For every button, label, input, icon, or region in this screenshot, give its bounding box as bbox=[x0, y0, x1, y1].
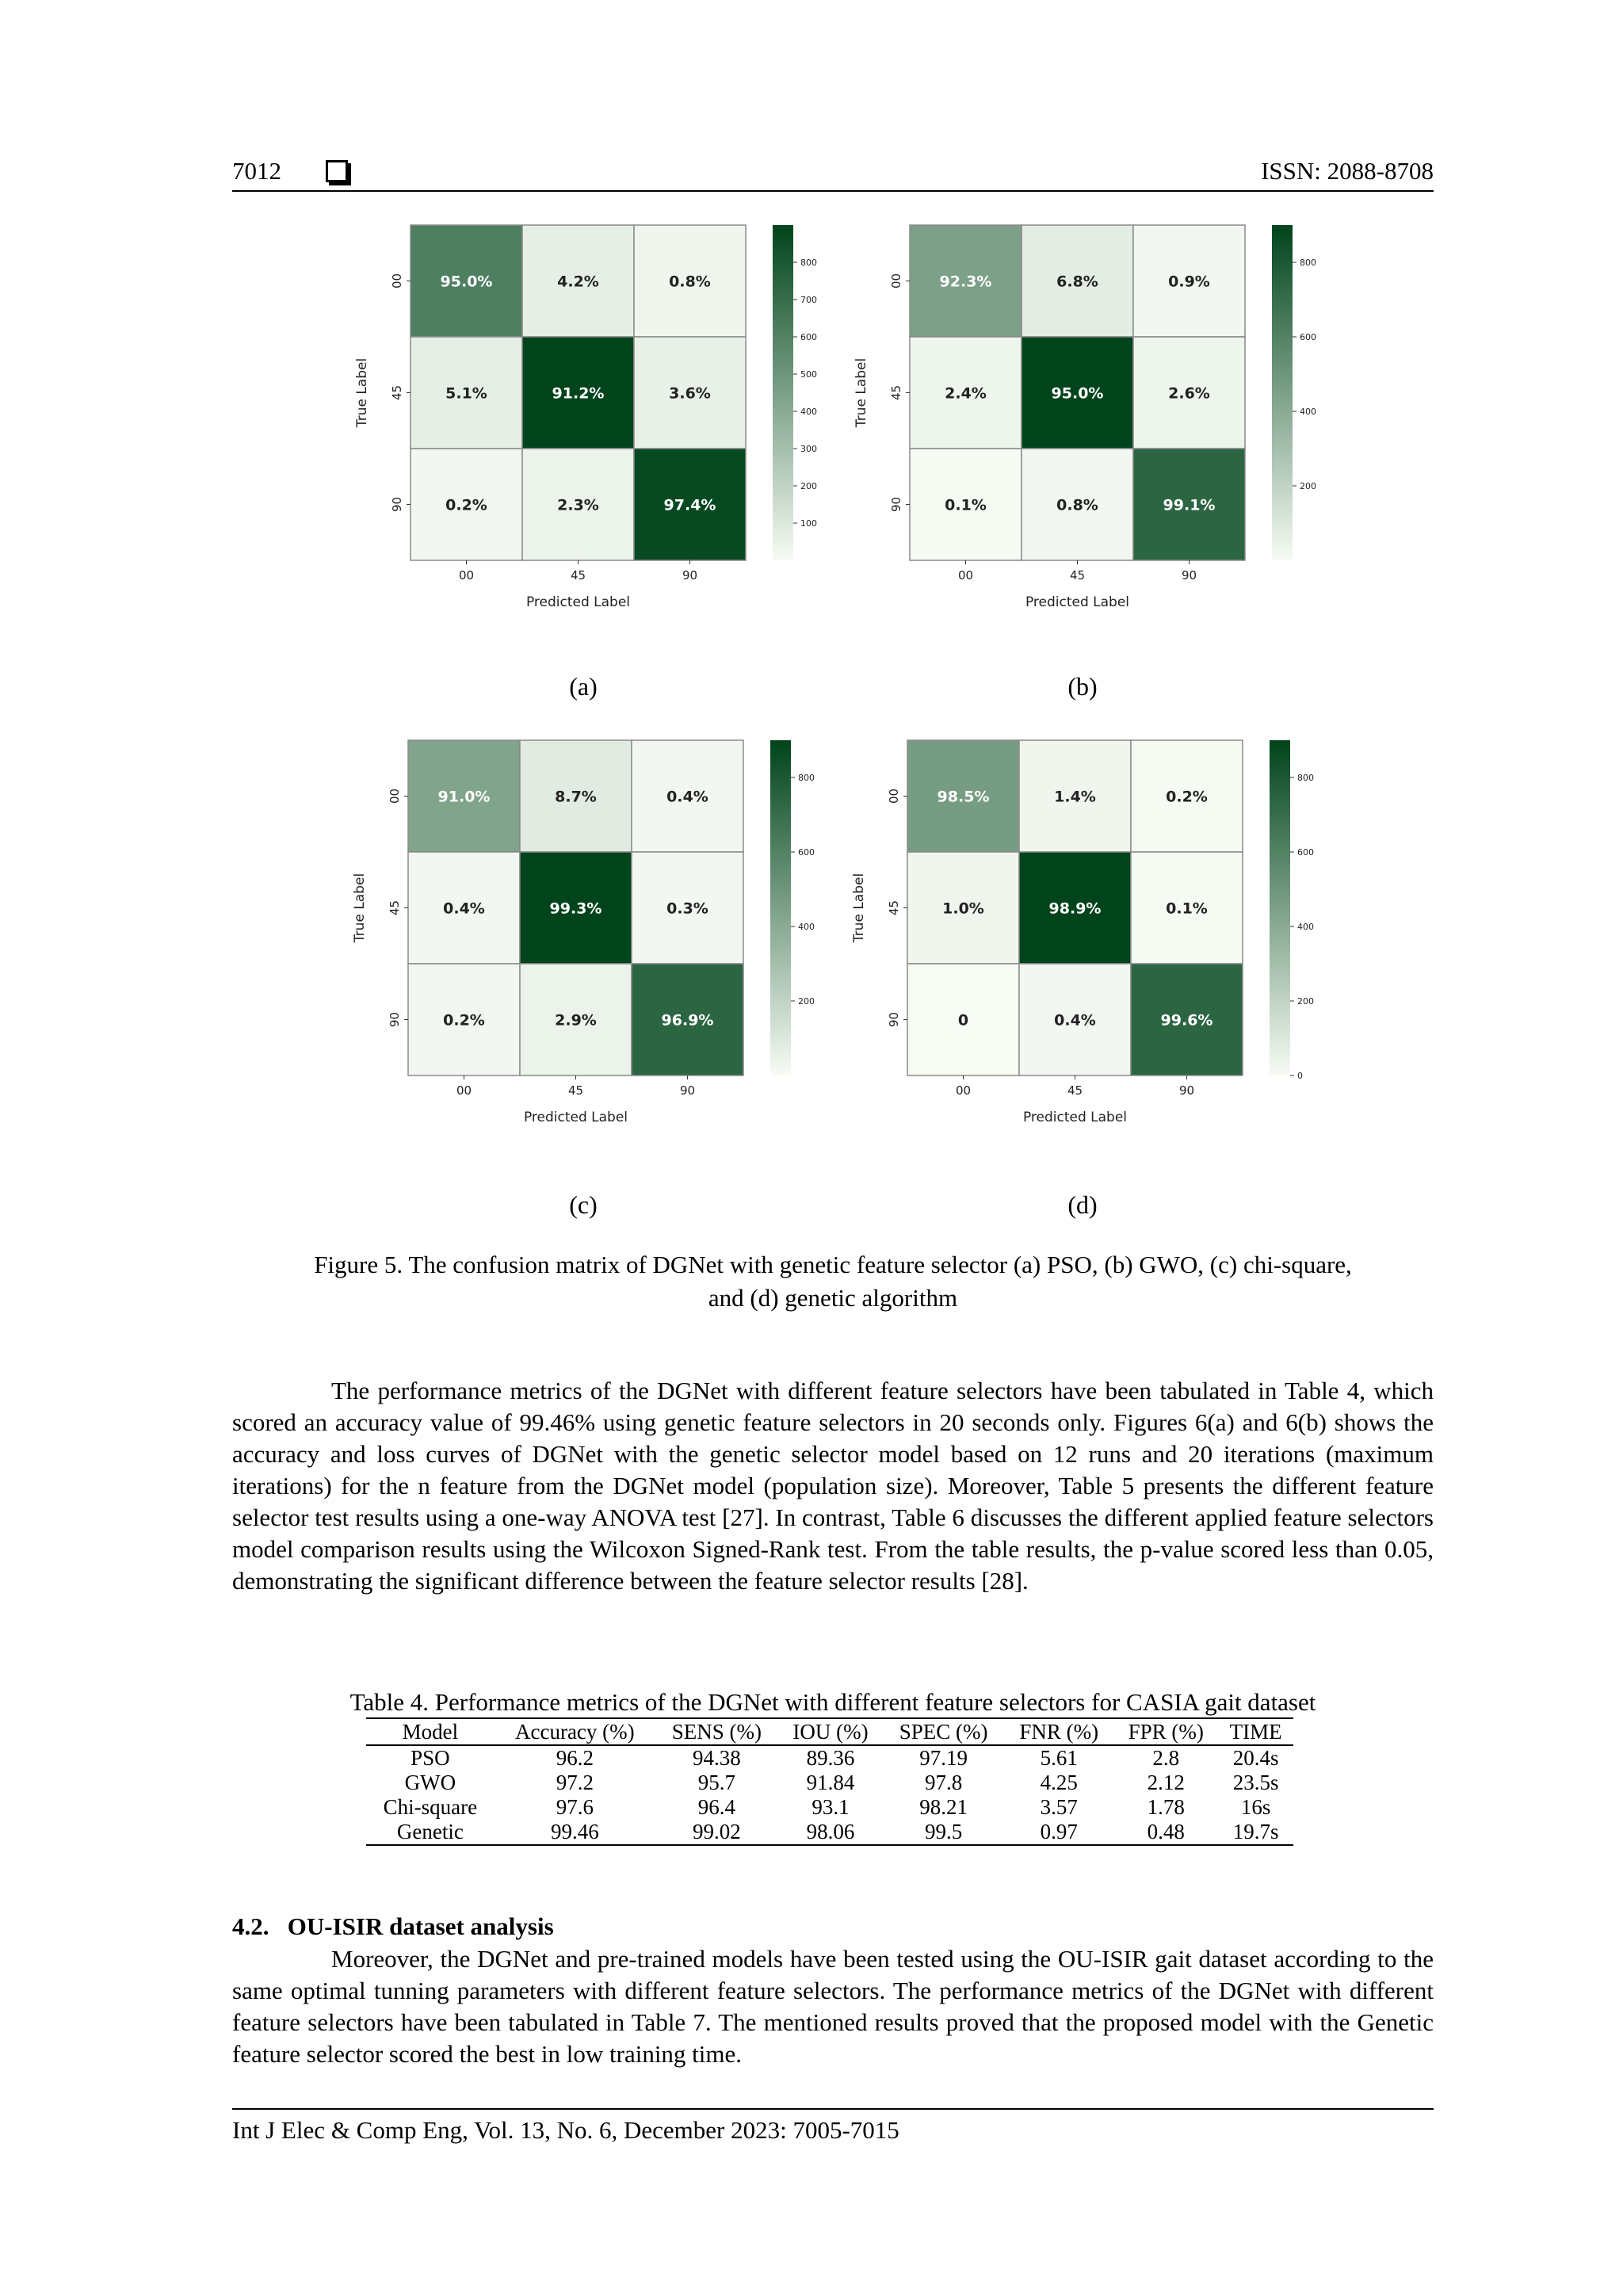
x-tick-label: 00 bbox=[957, 568, 974, 583]
footer-citation: Int J Elec & Comp Eng, Vol. 13, No. 6, December 2023: 7005-7015 bbox=[232, 2116, 899, 2144]
colorbar-tick-label: 800 bbox=[1300, 258, 1316, 268]
table-cell: PSO bbox=[411, 1746, 450, 1770]
x-tick-label: 00 bbox=[458, 568, 475, 583]
table-cell: 97.2 bbox=[556, 1771, 594, 1794]
table-header-cell: IOU (%) bbox=[778, 1718, 883, 1745]
x-tick-label: 90 bbox=[1178, 1083, 1195, 1098]
table-header-cell: Accuracy (%) bbox=[495, 1718, 655, 1745]
table-cell: 0.97 bbox=[1040, 1820, 1078, 1843]
subfigure-label-c: (c) bbox=[569, 1190, 598, 1219]
x-tick-label: 00 bbox=[456, 1083, 472, 1098]
cell-value-label: 2.9% bbox=[555, 1011, 597, 1030]
issn: ISSN: 2088-8708 bbox=[1261, 157, 1434, 185]
x-axis-label: Predicted Label bbox=[1022, 1110, 1128, 1125]
cell-value-label: 2.6% bbox=[1168, 384, 1210, 403]
cell-value-label: 98.5% bbox=[937, 788, 990, 806]
colorbar-tick-label: 500 bbox=[800, 369, 817, 380]
y-tick-label: 00 bbox=[390, 273, 404, 289]
colorbar-tick-label: 600 bbox=[798, 847, 815, 858]
table-caption: Table 4. Performance metrics of the DGNet with different feature selectors for CASIA gait dataset bbox=[349, 1688, 1316, 1716]
table-cell: Genetic bbox=[396, 1820, 464, 1843]
cell-value-label: 2.3% bbox=[557, 496, 599, 514]
x-tick-label: 45 bbox=[1069, 568, 1086, 583]
table-cell: 97.19 bbox=[919, 1746, 968, 1770]
table-cell: 4.25 bbox=[1040, 1771, 1078, 1794]
table-row bbox=[366, 1771, 1293, 1795]
y-axis-label: True Label bbox=[352, 873, 368, 943]
cell-value-label: 5.1% bbox=[445, 384, 487, 403]
heatmap-svg bbox=[346, 737, 838, 1189]
table-cell: GWO bbox=[404, 1771, 456, 1794]
y-tick-label: 45 bbox=[889, 384, 903, 401]
cell-value-label: 0.2% bbox=[443, 1011, 485, 1030]
page-header bbox=[232, 155, 1434, 192]
table-cell: 2.8 bbox=[1152, 1746, 1180, 1770]
cell-value-label: 1.4% bbox=[1054, 788, 1096, 806]
cell-value-label: 6.8% bbox=[1056, 273, 1098, 291]
cell-value-label: 0.2% bbox=[1166, 788, 1208, 806]
x-tick-label: 90 bbox=[679, 1083, 696, 1098]
subfigure-label-a: (a) bbox=[569, 672, 598, 701]
table-cell: 19.7s bbox=[1232, 1820, 1279, 1843]
section-paragraph: Moreover, the DGNet and pre-trained models have been tested using the OU-ISIR gait dataset according to the same optimal tunning parameters with different feature selectors. The performance metrics of the DGNet with different feature selectors have been tabulated in Table 7. The mentioned results proved that the proposed model with the Genetic feature selector scored the best in low training time. bbox=[232, 1945, 1434, 2068]
table-header-cell: Model bbox=[366, 1718, 495, 1745]
y-axis-label: True Label bbox=[854, 357, 869, 428]
colorbar-tick-label: 400 bbox=[798, 922, 815, 932]
table-header-cell: TIME bbox=[1218, 1718, 1293, 1745]
page-number: 7012 bbox=[232, 157, 281, 185]
confusion-matrix-d bbox=[846, 737, 1337, 1189]
x-axis-label: Predicted Label bbox=[1025, 594, 1130, 610]
table-cell: 23.5s bbox=[1232, 1771, 1279, 1794]
table-header-cell: SPEC (%) bbox=[883, 1718, 1004, 1745]
table-cell: 99.46 bbox=[550, 1820, 599, 1843]
colorbar bbox=[1272, 225, 1293, 560]
colorbar-tick-label: 600 bbox=[800, 332, 817, 342]
table-cell: 20.4s bbox=[1232, 1746, 1279, 1770]
figure-caption-line-2: and (d) genetic algorithm bbox=[708, 1284, 958, 1312]
cell-value-label: 0.8% bbox=[1056, 496, 1098, 514]
table-cell: 99.02 bbox=[693, 1820, 741, 1843]
cell-value-label: 0.4% bbox=[443, 900, 485, 918]
cell-value-label: 0 bbox=[957, 1011, 969, 1030]
y-tick-label: 45 bbox=[887, 900, 901, 916]
cell-value-label: 99.3% bbox=[549, 900, 602, 918]
table-cell: 2.12 bbox=[1147, 1771, 1185, 1794]
table-row bbox=[366, 1820, 1293, 1845]
y-tick-label: 00 bbox=[388, 788, 402, 804]
table-cell: 98.21 bbox=[919, 1795, 968, 1819]
x-tick-label: 00 bbox=[955, 1083, 972, 1098]
cell-value-label: 96.9% bbox=[661, 1011, 714, 1030]
table-row bbox=[366, 1795, 1293, 1820]
y-tick-label: 90 bbox=[887, 1011, 901, 1028]
x-tick-label: 45 bbox=[570, 568, 586, 583]
x-axis-label: Predicted Label bbox=[523, 1110, 628, 1125]
table-header-cell: SENS (%) bbox=[655, 1718, 778, 1745]
y-tick-label: 90 bbox=[889, 496, 903, 513]
table-cell: 96.2 bbox=[556, 1746, 594, 1770]
heatmap-svg bbox=[848, 222, 1339, 674]
cell-value-label: 91.0% bbox=[437, 788, 491, 806]
x-tick-label: 45 bbox=[567, 1083, 584, 1098]
y-tick-label: 90 bbox=[390, 496, 404, 513]
cell-value-label: 0.9% bbox=[1168, 273, 1210, 291]
cell-value-label: 0.1% bbox=[1166, 900, 1208, 918]
subfigure-label-d: (d) bbox=[1067, 1190, 1098, 1219]
colorbar-tick-label: 800 bbox=[1297, 773, 1314, 783]
colorbar-tick-label: 200 bbox=[800, 481, 817, 491]
cell-value-label: 4.2% bbox=[557, 273, 599, 291]
cell-value-label: 95.0% bbox=[440, 273, 493, 291]
cell-value-label: 92.3% bbox=[939, 273, 992, 291]
table-cell: 0.48 bbox=[1147, 1820, 1185, 1843]
colorbar-tick-label: 800 bbox=[800, 258, 817, 268]
x-tick-label: 90 bbox=[682, 568, 698, 583]
table-cell: 97.8 bbox=[925, 1771, 963, 1794]
cell-value-label: 95.0% bbox=[1051, 384, 1104, 403]
table-cell: 91.84 bbox=[806, 1771, 855, 1794]
cell-value-label: 0.3% bbox=[666, 900, 708, 918]
cell-value-label: 0.8% bbox=[669, 273, 711, 291]
y-tick-label: 45 bbox=[390, 384, 404, 401]
cell-value-label: 91.2% bbox=[552, 384, 605, 403]
colorbar bbox=[773, 225, 793, 560]
table-header-cell: FPR (%) bbox=[1113, 1718, 1218, 1745]
cell-value-label: 98.9% bbox=[1048, 900, 1102, 918]
x-tick-label: 45 bbox=[1067, 1083, 1083, 1098]
y-tick-label: 00 bbox=[887, 788, 901, 804]
y-tick-label: 45 bbox=[388, 900, 402, 916]
table-cell: Chi-square bbox=[383, 1795, 478, 1819]
results-table bbox=[366, 1717, 1293, 1846]
colorbar bbox=[1270, 740, 1290, 1075]
table-cell: 5.61 bbox=[1040, 1746, 1078, 1770]
colorbar-tick-label: 400 bbox=[800, 407, 817, 417]
x-tick-label: 90 bbox=[1181, 568, 1197, 583]
table-cell: 3.57 bbox=[1040, 1795, 1078, 1819]
x-axis-label: Predicted Label bbox=[525, 594, 631, 610]
confusion-matrix-a bbox=[349, 222, 840, 674]
cell-value-label: 1.0% bbox=[942, 900, 984, 918]
square-bullet-icon bbox=[326, 160, 348, 182]
colorbar-tick-label: 200 bbox=[1297, 996, 1314, 1007]
cell-value-label: 3.6% bbox=[669, 384, 711, 403]
cell-value-label: 0.4% bbox=[1054, 1011, 1096, 1030]
colorbar-tick-label: 100 bbox=[800, 518, 817, 529]
heatmap-svg bbox=[349, 222, 840, 674]
heatmap-svg bbox=[846, 737, 1337, 1189]
colorbar-tick-label: 300 bbox=[800, 444, 817, 454]
cell-value-label: 0.1% bbox=[945, 496, 987, 514]
table-header-row bbox=[366, 1718, 1293, 1745]
table-cell: 96.4 bbox=[697, 1795, 735, 1819]
y-axis-label: True Label bbox=[354, 357, 370, 428]
colorbar-tick-label: 200 bbox=[1300, 481, 1316, 491]
table-cell: 16s bbox=[1240, 1795, 1271, 1819]
table-cell: 94.38 bbox=[693, 1746, 741, 1770]
cell-value-label: 8.7% bbox=[555, 788, 597, 806]
y-axis-label: True Label bbox=[851, 873, 867, 943]
colorbar-tick-label: 200 bbox=[798, 996, 815, 1007]
page-footer bbox=[232, 2108, 1434, 2145]
table-cell: 89.36 bbox=[806, 1746, 855, 1770]
figure-caption-line-1: Figure 5. The confusion matrix of DGNet with genetic feature selector (a) PSO, (b) GWO, (c) chi-square, bbox=[314, 1251, 1352, 1278]
body-paragraph: The performance metrics of the DGNet with different feature selectors have been tabulated in Table 4, which scored an accuracy value of 99.46% using genetic feature selectors in 20 seconds only. Figures 6(a) and 6(b) shows the accuracy and loss curves of DGNet with the genetic selector model based on 12 runs and 20 iterations (maximum iterations) for the n feature from the DGNet model (population size). Moreover, Table 5 presents the different feature selector test results using a one-way ANOVA test [27]. In contrast, Table 6 discusses the different applied feature selectors model comparison results using the Wilcoxon Signed-Rank test. From the table results, the p-value scored less than 0.05, demonstrating the significant difference between the feature selector results [28]. bbox=[232, 1377, 1434, 1595]
y-tick-label: 90 bbox=[388, 1011, 402, 1028]
table-header-cell: FNR (%) bbox=[1004, 1718, 1113, 1745]
confusion-matrix-c bbox=[346, 737, 838, 1189]
cell-value-label: 99.1% bbox=[1163, 496, 1216, 514]
y-tick-label: 00 bbox=[889, 273, 903, 289]
colorbar-tick-label: 400 bbox=[1297, 922, 1314, 932]
colorbar-tick-label: 600 bbox=[1297, 847, 1314, 858]
colorbar-tick-label: 700 bbox=[800, 295, 817, 305]
table-cell: 93.1 bbox=[812, 1795, 850, 1819]
colorbar-tick-label: 800 bbox=[798, 773, 815, 783]
figure-caption bbox=[232, 1248, 1434, 1315]
colorbar-tick-label: 0 bbox=[1297, 1071, 1303, 1081]
table-cell: 1.78 bbox=[1147, 1795, 1185, 1819]
cell-value-label: 0.4% bbox=[666, 788, 708, 806]
subfigure-label-b: (b) bbox=[1067, 672, 1098, 701]
cell-value-label: 0.2% bbox=[445, 496, 487, 514]
cell-value-label: 99.6% bbox=[1160, 1011, 1213, 1030]
colorbar-tick-label: 400 bbox=[1300, 407, 1316, 417]
table-cell: 97.6 bbox=[556, 1795, 594, 1819]
cell-value-label: 97.4% bbox=[663, 496, 716, 514]
colorbar-tick-label: 600 bbox=[1300, 332, 1316, 342]
table-row bbox=[366, 1745, 1293, 1771]
confusion-matrix-b bbox=[848, 222, 1339, 674]
table-cell: 99.5 bbox=[925, 1820, 963, 1843]
table-cell: 95.7 bbox=[697, 1771, 735, 1794]
section-heading: 4.2. OU-ISIR dataset analysis bbox=[232, 1912, 554, 1940]
colorbar bbox=[770, 740, 791, 1075]
cell-value-label: 2.4% bbox=[945, 384, 987, 403]
table-cell: 98.06 bbox=[806, 1820, 855, 1843]
